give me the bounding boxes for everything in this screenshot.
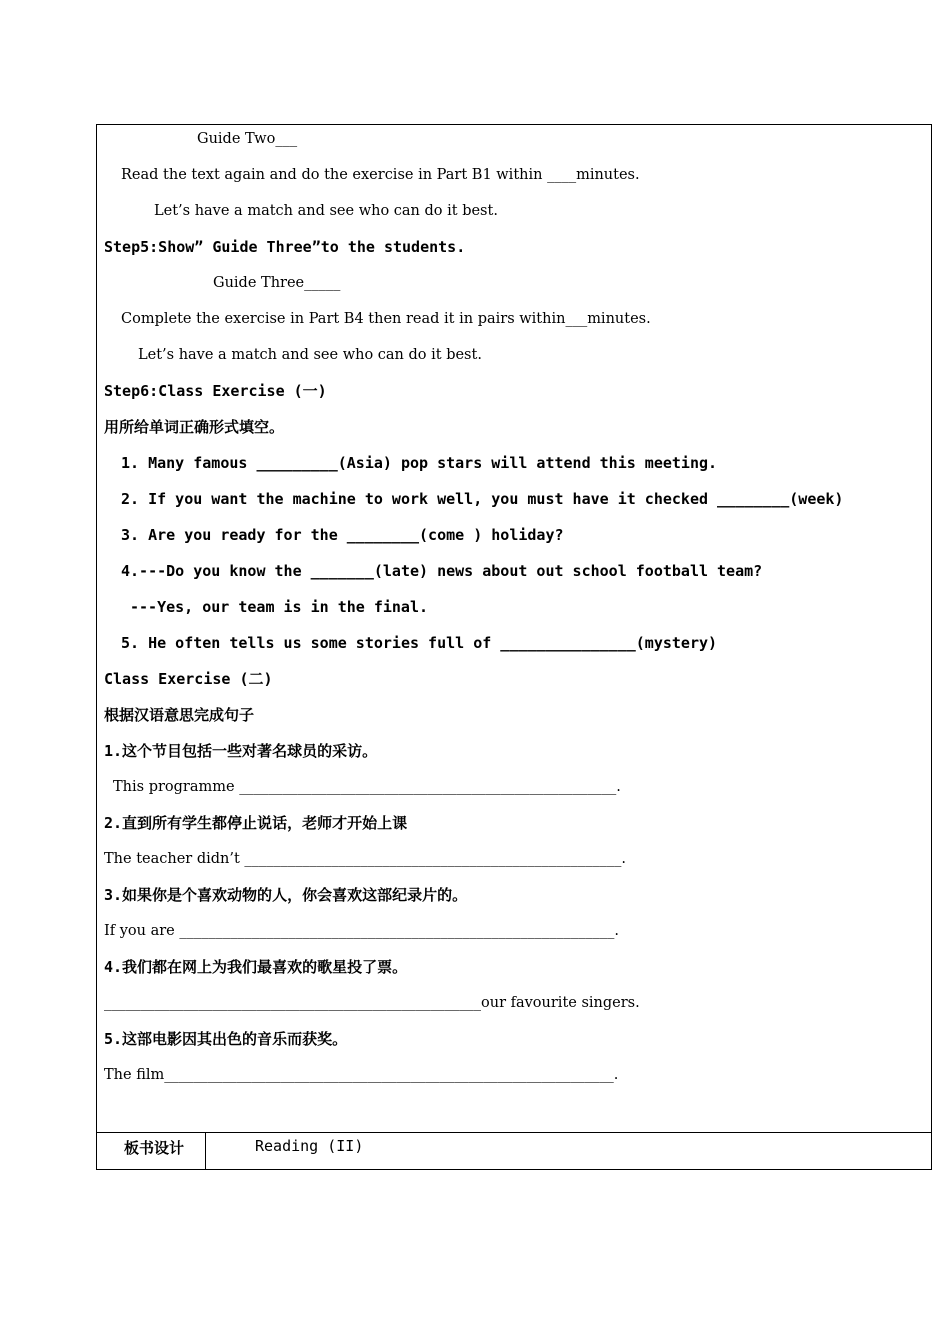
exercise-two-item-5-en: The film______________________________________________________________.	[104, 1067, 619, 1083]
guide-two-match: Let’s have a match and see who can do it best.	[154, 203, 498, 219]
step5-heading: Step5:Show” Guide Three”to the students.	[104, 238, 466, 256]
guide-three-heading: Guide Three_____	[213, 275, 341, 291]
exercise-two-heading: Class Exercise (二)	[104, 670, 273, 688]
blackboard-design-value: Reading (II)	[255, 1137, 364, 1155]
column-divider	[205, 1133, 206, 1169]
guide-two-heading: Guide Two___	[197, 131, 298, 147]
blackboard-design-label: 板书设计	[124, 1139, 185, 1157]
lesson-plan-table	[96, 124, 932, 1170]
exercise-two-item-2-en: The teacher didn’t ____________________________________________________.	[104, 851, 627, 867]
exercise-two-item-4-en: ____________________________________________________our favourite singers.	[104, 995, 640, 1011]
exercise-two-item-5-cn: 5.这部电影因其出色的音乐而获奖。	[104, 1030, 348, 1048]
exercise-two-item-3-en: If you are ____________________________________________________________.	[104, 923, 619, 939]
step6-heading: Step6:Class Exercise (一)	[104, 382, 327, 400]
exercise-two-item-3-cn: 3.如果你是个喜欢动物的人，你会喜欢这部纪录片的。	[104, 886, 468, 904]
exercise-one-item-2: 2. If you want the machine to work well, you must have it checked ________(week)	[121, 490, 844, 508]
exercise-two-item-1-en: This programme ____________________________________________________.	[113, 779, 621, 795]
exercise-one-instruction: 用所给单词正确形式填空。	[104, 418, 285, 436]
exercise-one-item-5: 5. He often tells us some stories full of _______________(mystery)	[121, 634, 718, 652]
exercise-two-item-2-cn: 2.直到所有学生都停止说话，老师才开始上课	[104, 814, 408, 832]
guide-three-instruction: Complete the exercise in Part B4 then read it in pairs within___minutes.	[121, 311, 651, 327]
blackboard-design-row	[97, 1132, 931, 1169]
exercise-one-item-4: 4.---Do you know the _______(late) news about out school football team?	[121, 562, 763, 580]
exercise-two-instruction: 根据汉语意思完成句子	[104, 706, 255, 724]
guide-three-match: Let’s have a match and see who can do it best.	[138, 347, 482, 363]
exercise-two-item-1-cn: 1.这个节目包括一些对著名球员的采访。	[104, 742, 378, 760]
exercise-one-item-1: 1. Many famous _________(Asia) pop stars will attend this meeting.	[121, 454, 718, 472]
exercise-one-item-3: 3. Are you ready for the ________(come ) holiday?	[121, 526, 564, 544]
exercise-one-item-4-answer: ---Yes, our team is in the final.	[130, 598, 429, 616]
guide-two-instruction: Read the text again and do the exercise in Part B1 within ____minutes.	[121, 167, 640, 183]
exercise-two-item-4-cn: 4.我们都在网上为我们最喜欢的歌星投了票。	[104, 958, 408, 976]
